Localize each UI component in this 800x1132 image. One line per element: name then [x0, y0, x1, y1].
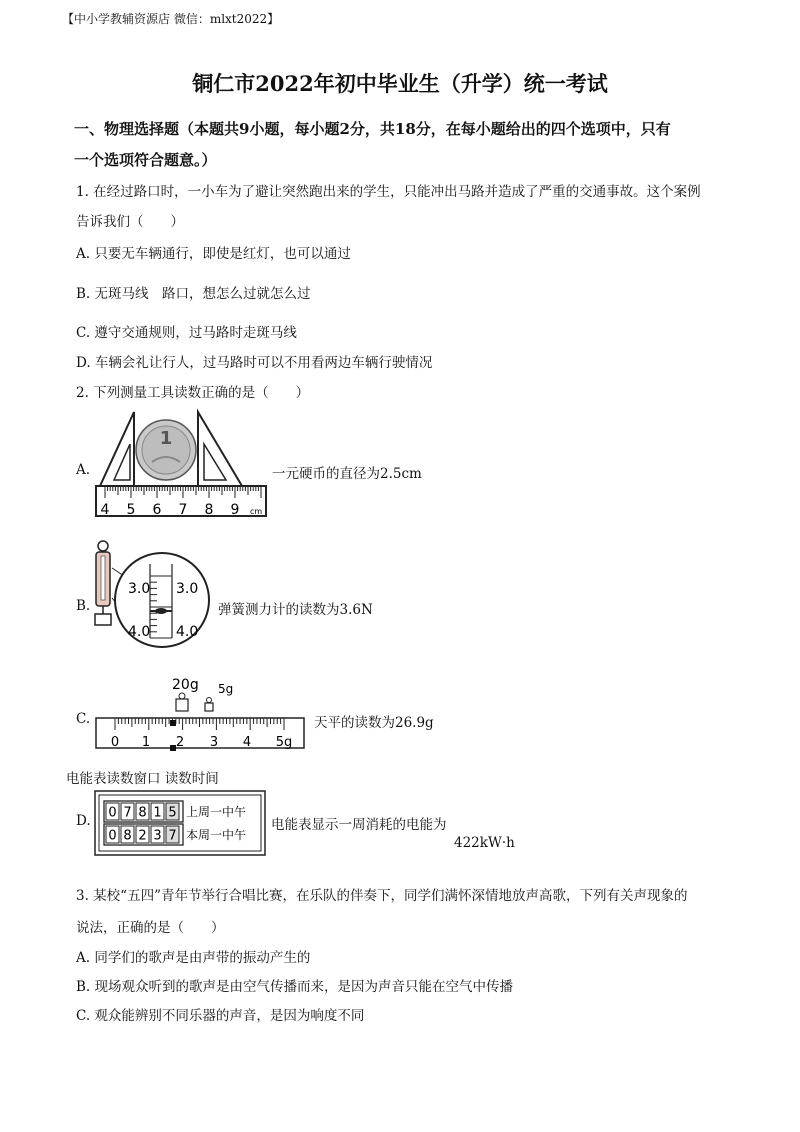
ruler-tick-label: 7: [178, 502, 188, 518]
q2-stem: 2. 下列测量工具读数正确的是（ ）: [76, 385, 310, 401]
scale-label: 4.0: [176, 624, 199, 640]
beam-label: 3: [209, 735, 219, 750]
q2-option-d-value: 422kW·h: [454, 835, 515, 851]
q2-option-b-text: 弹簧测力计的读数为3.6N: [218, 602, 373, 618]
meter-digit: 7: [123, 805, 132, 821]
ruler-tick-label: 5: [126, 502, 136, 518]
q1-stem-line2: 告诉我们（ ）: [76, 214, 184, 230]
exam-title: 铜仁市2022年初中毕业生（升学）统一考试: [192, 71, 608, 96]
ruler-unit: cm: [250, 507, 263, 516]
q2-option-b-label: B.: [76, 598, 91, 614]
meter-time-this-week: 本周一中午: [186, 828, 247, 842]
q1-option-a: A. 只要无车辆通行，即使是红灯，也可以通过: [76, 246, 351, 262]
section-heading-line2: 一个选项符合题意。）: [74, 151, 217, 169]
ruler-tick-label: 6: [152, 502, 162, 518]
q3-stem-line2: 说法，正确的是（ ）: [76, 920, 225, 936]
q1-option-b: B. 无斑马线 路口，想怎么过就怎么过: [76, 286, 311, 302]
q3-stem-line1: 3. 某校“五四”青年节举行合唱比赛，在乐队的伴奏下，同学们满怀深情地放声高歌，下列有关声现象的: [76, 888, 688, 904]
weight-20g-icon: [176, 699, 188, 711]
q2-option-d-text: 电能表显示一周消耗的电能为: [271, 817, 447, 833]
meter-digit: 3: [153, 828, 162, 844]
weight-label-20g: 20g: [172, 677, 199, 693]
q3-option-b: B. 现场观众听到的歌声是由空气传播而来，是因为声音只能在空气中传播: [76, 979, 514, 995]
coin-text: 1: [159, 428, 173, 449]
beam-label: 4: [242, 735, 252, 750]
ruler-tick-label: 8: [204, 502, 214, 518]
weight-5g-icon: [205, 703, 213, 711]
meter-digit: 7: [168, 828, 177, 844]
scale-label: 3.0: [176, 581, 199, 597]
electric-meter-figure: [94, 790, 266, 856]
q3-option-a: A. 同学们的歌声是由声带的振动产生的: [76, 950, 311, 966]
spring-scale-figure: [90, 538, 214, 652]
q1-option-d: D. 车辆会礼让行人，过马路时可以不用看两边车辆行驶情况: [76, 355, 433, 371]
section-heading-line1: 一、物理选择题（本题共9小题，每小题2分，共18分，在每小题给出的四个选项中，只有: [74, 120, 671, 138]
scale-label: 4.0: [128, 624, 151, 640]
meter-time-last-week: 上周一中午: [186, 805, 247, 819]
meter-digit: 8: [138, 805, 147, 821]
beam-label: 1: [141, 735, 151, 750]
beam-label: 2: [175, 735, 185, 750]
ruler-coin-figure: [92, 404, 272, 526]
q2-option-c-text: 天平的读数为26.9g: [314, 715, 434, 731]
q2-option-d-label: D.: [76, 813, 91, 829]
meter-digit: 8: [123, 828, 132, 844]
meter-digit: 0: [108, 828, 117, 844]
meter-digit: 0: [108, 805, 117, 821]
beam-label: 5g: [275, 735, 293, 750]
q2-option-c-label: C.: [76, 711, 91, 727]
q2-option-a-label: A.: [76, 462, 91, 478]
scale-label: 3.0: [128, 581, 151, 597]
meter-digit: 5: [168, 805, 177, 821]
q2-option-d-caption: 电能表读数窗口 读数时间: [66, 771, 219, 787]
meter-digit: 1: [153, 805, 162, 821]
q1-option-c: C. 遵守交通规则，过马路时走斑马线: [76, 325, 297, 341]
balance-scale-figure: [92, 672, 308, 756]
q2-option-a-text: 一元硬币的直径为2.5cm: [272, 466, 422, 482]
q3-option-c: C. 观众能辨别不同乐器的声音，是因为响度不同: [76, 1008, 365, 1024]
ruler-tick-label: 4: [100, 502, 110, 518]
page-header: 【中小学教辅资源店 微信：mlxt2022】: [62, 12, 280, 26]
ruler-tick-label: 9: [230, 502, 240, 518]
meter-digit: 2: [138, 828, 147, 844]
weight-label-5g: 5g: [218, 682, 234, 696]
beam-label: 0: [110, 735, 120, 750]
q1-stem-line1: 1. 在经过路口时，一小车为了避让突然跑出来的学生，只能冲出马路并造成了严重的交通事故。这个案例: [76, 184, 701, 200]
